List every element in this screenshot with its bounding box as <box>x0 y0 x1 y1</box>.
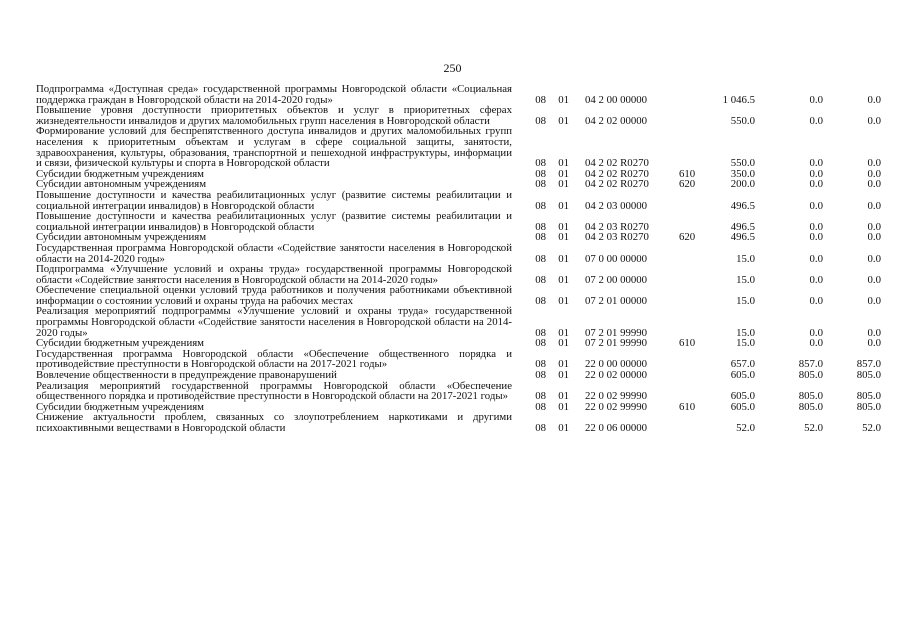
row-amount-year-3: 0.0 <box>867 220 881 233</box>
row-section: 08 <box>535 157 546 170</box>
row-amount-year-3: 0.0 <box>867 93 881 106</box>
row-amount-year-2: 0.0 <box>809 167 823 180</box>
row-amount-year-1: 496.5 <box>730 231 755 244</box>
row-amount-year-3: 0.0 <box>867 326 881 339</box>
row-name: Повышение доступности и качества реабилитационных услуг (развитие системы реабилитации и социальной интеграции инвалидов) в Новгородской области <box>36 188 512 212</box>
table-row <box>36 84 881 105</box>
row-expense-type: 610 <box>679 167 696 180</box>
row-section: 08 <box>535 199 546 212</box>
row-name: Повышение доступности и качества реабилитационных услуг (развитие системы реабилитации и социальной интеграции инвалидов) в Новгородской области <box>36 210 512 233</box>
row-name: Реализация мероприятий подпрограммы «Улучшение условий и охраны труда» государственной программы Новгородской области «Содействие занятости населения в Новгородской области на 2014-2020 годы» <box>36 305 512 339</box>
row-name: Государственная программа Новгородской области «Содействие занятости населения в Новгородской области на 2014-2020 годы» <box>36 241 512 265</box>
row-name: Субсидии бюджетным учреждениям <box>36 337 205 350</box>
row-name: Подпрограмма «Улучшение условий и охраны труда» государственной программы Новгородской области «Содействие занятости населения в Новгородской области на 2014-2020 годы» <box>36 263 512 286</box>
row-name: Вовлечение общественности в предупреждение правонарушений <box>36 369 337 382</box>
row-subsection: 01 <box>558 358 569 371</box>
table-row <box>36 285 881 306</box>
row-target-article: 04 2 00 00000 <box>585 93 648 106</box>
row-expense-type <box>679 306 695 338</box>
row-subsection: 01 <box>558 199 569 212</box>
table-row <box>36 211 881 232</box>
row-amount-year-1: 15.0 <box>736 252 755 265</box>
row-subsection: 01 <box>558 252 569 265</box>
row-amount-year-2: 0.0 <box>809 231 823 244</box>
row-name: Субсидии бюджетным учреждениям <box>36 167 205 180</box>
row-amount-year-2: 857.0 <box>798 358 823 371</box>
row-expense-type <box>679 381 695 402</box>
table-row <box>36 306 881 338</box>
row-amount-year-2: 0.0 <box>809 93 823 106</box>
row-section: 08 <box>535 252 546 265</box>
row-target-article: 07 2 01 99990 <box>585 326 648 339</box>
row-amount-year-3: 0.0 <box>867 337 881 350</box>
row-amount-year-1: 52.0 <box>736 422 755 434</box>
row-amount-year-2: 0.0 <box>809 326 823 339</box>
row-target-article: 07 0 00 00000 <box>585 252 648 265</box>
table-row <box>36 190 881 211</box>
row-amount-year-1: 605.0 <box>730 390 755 403</box>
row-target-article: 22 0 06 00000 <box>585 422 648 434</box>
row-amount-year-2: 0.0 <box>809 199 823 212</box>
row-amount-year-2: 0.0 <box>809 273 823 286</box>
row-expense-type <box>679 370 695 381</box>
row-amount-year-3: 52.0 <box>862 422 881 434</box>
row-amount-year-3: 0.0 <box>867 294 881 307</box>
row-amount-year-3: 857.0 <box>856 358 881 371</box>
row-amount-year-2: 52.0 <box>804 422 823 434</box>
row-name: Обеспечение специальной оценки условий труда работников и получения работниками объективной информации о состоянии условий и охраны труда на рабочих местах <box>36 284 512 307</box>
row-section: 08 <box>535 400 546 413</box>
row-amount-year-1: 605.0 <box>730 369 755 382</box>
row-section: 08 <box>535 390 546 403</box>
row-target-article: 04 2 02 R0270 <box>585 167 649 180</box>
row-target-article: 04 2 03 R0270 <box>585 231 649 244</box>
row-amount-year-3: 0.0 <box>867 114 881 127</box>
row-name: Субсидии бюджетным учреждениям <box>36 400 205 413</box>
row-amount-year-2: 0.0 <box>809 294 823 307</box>
row-amount-year-3: 0.0 <box>867 199 881 212</box>
row-expense-type <box>679 211 695 232</box>
row-amount-year-1: 15.0 <box>736 294 755 307</box>
row-amount-year-3: 805.0 <box>856 369 881 382</box>
row-subsection: 01 <box>558 220 569 233</box>
row-subsection: 01 <box>558 231 569 244</box>
row-amount-year-1: 15.0 <box>736 337 755 350</box>
row-subsection: 01 <box>558 294 569 307</box>
row-expense-type <box>679 126 695 168</box>
table-row <box>36 412 881 433</box>
row-target-article: 04 2 03 00000 <box>585 199 648 212</box>
row-subsection: 01 <box>558 326 569 339</box>
row-amount-year-3: 0.0 <box>867 231 881 244</box>
row-target-article: 22 0 02 99990 <box>585 400 648 413</box>
row-amount-year-3: 0.0 <box>867 252 881 265</box>
row-subsection: 01 <box>558 93 569 106</box>
row-amount-year-2: 0.0 <box>809 114 823 127</box>
row-subsection: 01 <box>558 178 569 191</box>
row-amount-year-1: 15.0 <box>736 273 755 286</box>
row-section: 08 <box>535 294 546 307</box>
row-section: 08 <box>535 326 546 339</box>
row-section: 08 <box>535 220 546 233</box>
row-expense-type <box>679 84 695 105</box>
row-subsection: 01 <box>558 337 569 350</box>
table-row <box>36 264 881 285</box>
row-target-article: 22 0 02 99990 <box>585 390 648 403</box>
row-target-article: 04 2 03 R0270 <box>585 220 649 233</box>
row-subsection: 01 <box>558 167 569 180</box>
row-amount-year-1: 350.0 <box>730 167 755 180</box>
row-expense-type: 620 <box>679 231 696 244</box>
row-subsection: 01 <box>558 114 569 127</box>
row-expense-type <box>679 264 695 285</box>
row-target-article: 07 2 00 00000 <box>585 273 648 286</box>
row-target-article: 22 0 02 00000 <box>585 369 648 382</box>
row-amount-year-2: 0.0 <box>809 220 823 233</box>
row-amount-year-2: 805.0 <box>798 400 823 413</box>
row-amount-year-3: 0.0 <box>867 178 881 191</box>
row-expense-type: 610 <box>679 400 696 413</box>
table-row <box>36 105 881 126</box>
row-name: Реализация мероприятий государственной программы Новгородской области «Обеспечение общественного порядка и противодействие преступности в Новгородской области на 2017-2021 годы» <box>36 379 512 403</box>
row-amount-year-3: 805.0 <box>856 400 881 413</box>
table-row <box>36 126 881 168</box>
row-section: 08 <box>535 422 546 434</box>
row-expense-type <box>679 190 695 211</box>
table-row <box>36 349 881 370</box>
row-section: 08 <box>535 337 546 350</box>
row-amount-year-3: 0.0 <box>867 273 881 286</box>
row-name: Формирование условий для беспрепятственного доступа инвалидов и других маломобильных групп населения к приоритетным объектам и услугам в сфере социальной защиты, занятости, здравоохранения, культуры, образования, транспортной и пешеходной инфраструктуры, информации и связи, физической культуры и спорта в Новгородской области <box>36 125 512 170</box>
row-amount-year-2: 0.0 <box>809 178 823 191</box>
row-name: Государственная программа Новгородской области «Обеспечение общественного порядка и противодействие преступности в Новгородской области на 2017-2021 годы» <box>36 347 512 371</box>
row-subsection: 01 <box>558 390 569 403</box>
row-expense-type <box>679 105 695 126</box>
row-amount-year-2: 805.0 <box>798 369 823 382</box>
row-subsection: 01 <box>558 422 569 434</box>
row-section: 08 <box>535 273 546 286</box>
page-number: 250 <box>443 61 462 75</box>
row-amount-year-2: 805.0 <box>798 390 823 403</box>
row-amount-year-1: 550.0 <box>730 157 755 170</box>
row-amount-year-3: 0.0 <box>867 167 881 180</box>
row-expense-type: 620 <box>679 178 696 191</box>
row-name: Субсидии автономным учреждениям <box>36 231 207 244</box>
row-target-article: 07 2 01 00000 <box>585 294 648 307</box>
row-expense-type <box>679 243 695 264</box>
row-section: 08 <box>535 178 546 191</box>
row-amount-year-2: 0.0 <box>809 157 823 170</box>
row-amount-year-1: 605.0 <box>730 400 755 413</box>
row-amount-year-1: 496.5 <box>730 220 755 233</box>
row-expense-type: 610 <box>679 337 696 350</box>
row-amount-year-3: 805.0 <box>856 390 881 403</box>
row-name: Снижение актуальности проблем, связанных со злоупотреблением наркотиками и другими психоактивными веществами в Новгородской области <box>36 411 512 434</box>
row-expense-type <box>679 349 695 370</box>
row-section: 08 <box>535 369 546 382</box>
row-expense-type <box>679 412 695 433</box>
row-target-article: 22 0 00 00000 <box>585 358 648 371</box>
row-amount-year-1: 550.0 <box>730 114 755 127</box>
row-expense-type <box>679 285 695 306</box>
budget-table-body <box>36 84 881 434</box>
row-name: Подпрограмма «Доступная среда» государственной программы Новгородской области «Социальная поддержка граждан в Новгородской области на 2014-2020 годы» <box>36 83 512 106</box>
row-section: 08 <box>535 231 546 244</box>
row-target-article: 04 2 02 00000 <box>585 114 648 127</box>
row-section: 08 <box>535 114 546 127</box>
row-amount-year-3: 0.0 <box>867 157 881 170</box>
row-target-article: 04 2 02 R0270 <box>585 157 649 170</box>
row-section: 08 <box>535 167 546 180</box>
table-row <box>36 243 881 264</box>
row-subsection: 01 <box>558 369 569 382</box>
row-subsection: 01 <box>558 273 569 286</box>
row-amount-year-1: 657.0 <box>730 358 755 371</box>
row-amount-year-2: 0.0 <box>809 252 823 265</box>
row-amount-year-1: 15.0 <box>736 326 755 339</box>
row-amount-year-1: 200.0 <box>730 178 755 191</box>
row-amount-year-1: 496.5 <box>730 199 755 212</box>
row-target-article: 04 2 02 R0270 <box>585 178 649 191</box>
row-target-article: 07 2 01 99990 <box>585 337 648 350</box>
row-amount-year-1: 1 046.5 <box>722 93 755 106</box>
row-subsection: 01 <box>558 157 569 170</box>
row-name: Повышение уровня доступности приоритетных объектов и услуг в приоритетных сферах жизнедеятельности инвалидов и других маломобильных групп населения в Новгородской области <box>36 104 512 127</box>
table-row <box>36 381 881 402</box>
row-subsection: 01 <box>558 400 569 413</box>
row-amount-year-2: 0.0 <box>809 337 823 350</box>
row-section: 08 <box>535 358 546 371</box>
row-name: Субсидии автономным учреждениям <box>36 178 207 191</box>
row-section: 08 <box>535 93 546 106</box>
budget-table <box>36 84 881 434</box>
